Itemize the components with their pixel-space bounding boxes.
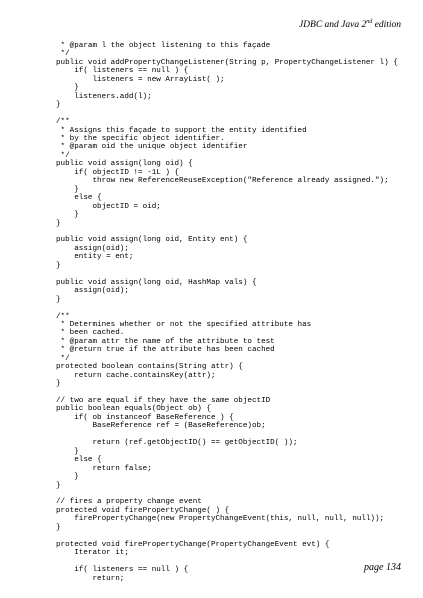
code-line: // fires a property change event (56, 498, 202, 507)
code-line: return (ref.getObjectID() == getObjectID( )); (56, 439, 298, 448)
code-line: * Assigns this façade to support the entity identified (56, 126, 307, 135)
code-line: public void addPropertyChangeListener(String p, PropertyChangeListener l) { (56, 58, 398, 67)
code-line: if( ob instanceof BaseReference ) { (56, 413, 234, 422)
code-line: protected boolean contains(String attr) { (56, 363, 243, 372)
code-line: protected void firePropertyChange(PropertyChangeEvent evt) { (56, 540, 330, 549)
code-line: objectID = oid; (56, 202, 161, 211)
code-line: listeners = new ArrayList( ); (56, 75, 225, 84)
code-line: } (56, 523, 61, 532)
header-edition: edition (372, 20, 401, 30)
code-line: // two are equal if they have the same objectID (56, 397, 271, 406)
header-title: JDBC and Java 2 (298, 20, 367, 30)
code-line: public boolean equals(Object ob) { (56, 405, 211, 414)
code-line: } (56, 84, 79, 93)
code-line: assign(oid); (56, 287, 129, 296)
page-number: page 134 (364, 562, 401, 573)
code-line: entity = ent; (56, 253, 134, 262)
code-line: } (56, 261, 61, 270)
code-line: firePropertyChange(new PropertyChangeEvent(this, null, null, null)); (56, 515, 385, 524)
code-line: Iterator it; (56, 549, 129, 558)
running-header (299, 20, 401, 30)
code-line: assign(oid); (56, 244, 129, 253)
code-line: return false; (56, 464, 152, 473)
code-line: } (56, 481, 61, 490)
code-listing (56, 42, 398, 583)
code-line: if( listeners == null ) { (56, 67, 189, 76)
code-line: public void assign(long oid) { (56, 160, 193, 169)
code-line: throw new ReferenceReuseException("Reference already assigned."); (56, 177, 389, 186)
code-line: * by the specific object identifier. (56, 134, 225, 143)
code-line: } (56, 295, 61, 304)
code-line: listeners.add(l); (56, 92, 152, 101)
code-line: * @return true if the attribute has been cached (56, 346, 275, 355)
code-line: else { (56, 194, 102, 203)
code-line: } (56, 380, 61, 389)
code-line: * been cached. (56, 329, 125, 338)
header-superscript: nd (366, 18, 373, 25)
code-line: * @param attr the name of the attribute to test (56, 337, 275, 346)
code-line: } (56, 219, 61, 228)
code-line: */ (56, 50, 70, 59)
code-line: } (56, 185, 79, 194)
code-line: * @param oid the unique object identifier (56, 143, 248, 152)
code-line: } (56, 473, 79, 482)
code-line: /** (56, 312, 70, 321)
code-line: return cache.containsKey(attr); (56, 371, 216, 380)
code-line: } (56, 101, 61, 110)
code-line: if( objectID != -1L ) { (56, 168, 180, 177)
code-line: public void assign(long oid, HashMap vals) { (56, 278, 257, 287)
code-line: public void assign(long oid, Entity ent) { (56, 236, 248, 245)
code-line: /** (56, 118, 70, 127)
code-line: } (56, 211, 79, 220)
code-line: return; (56, 574, 125, 583)
code-line: */ (56, 151, 70, 160)
code-line: BaseReference ref = (BaseReference)ob; (56, 422, 266, 431)
code-line: } (56, 447, 79, 456)
code-line: * @param l the object listening to this façade (56, 42, 271, 50)
code-line: protected void firePropertyChange( ) { (56, 506, 230, 515)
code-line: */ (56, 354, 70, 363)
code-line: else { (56, 456, 102, 465)
code-line: * Determines whether or not the specified attribute has (56, 320, 312, 329)
code-line: if( listeners == null ) { (56, 566, 189, 575)
